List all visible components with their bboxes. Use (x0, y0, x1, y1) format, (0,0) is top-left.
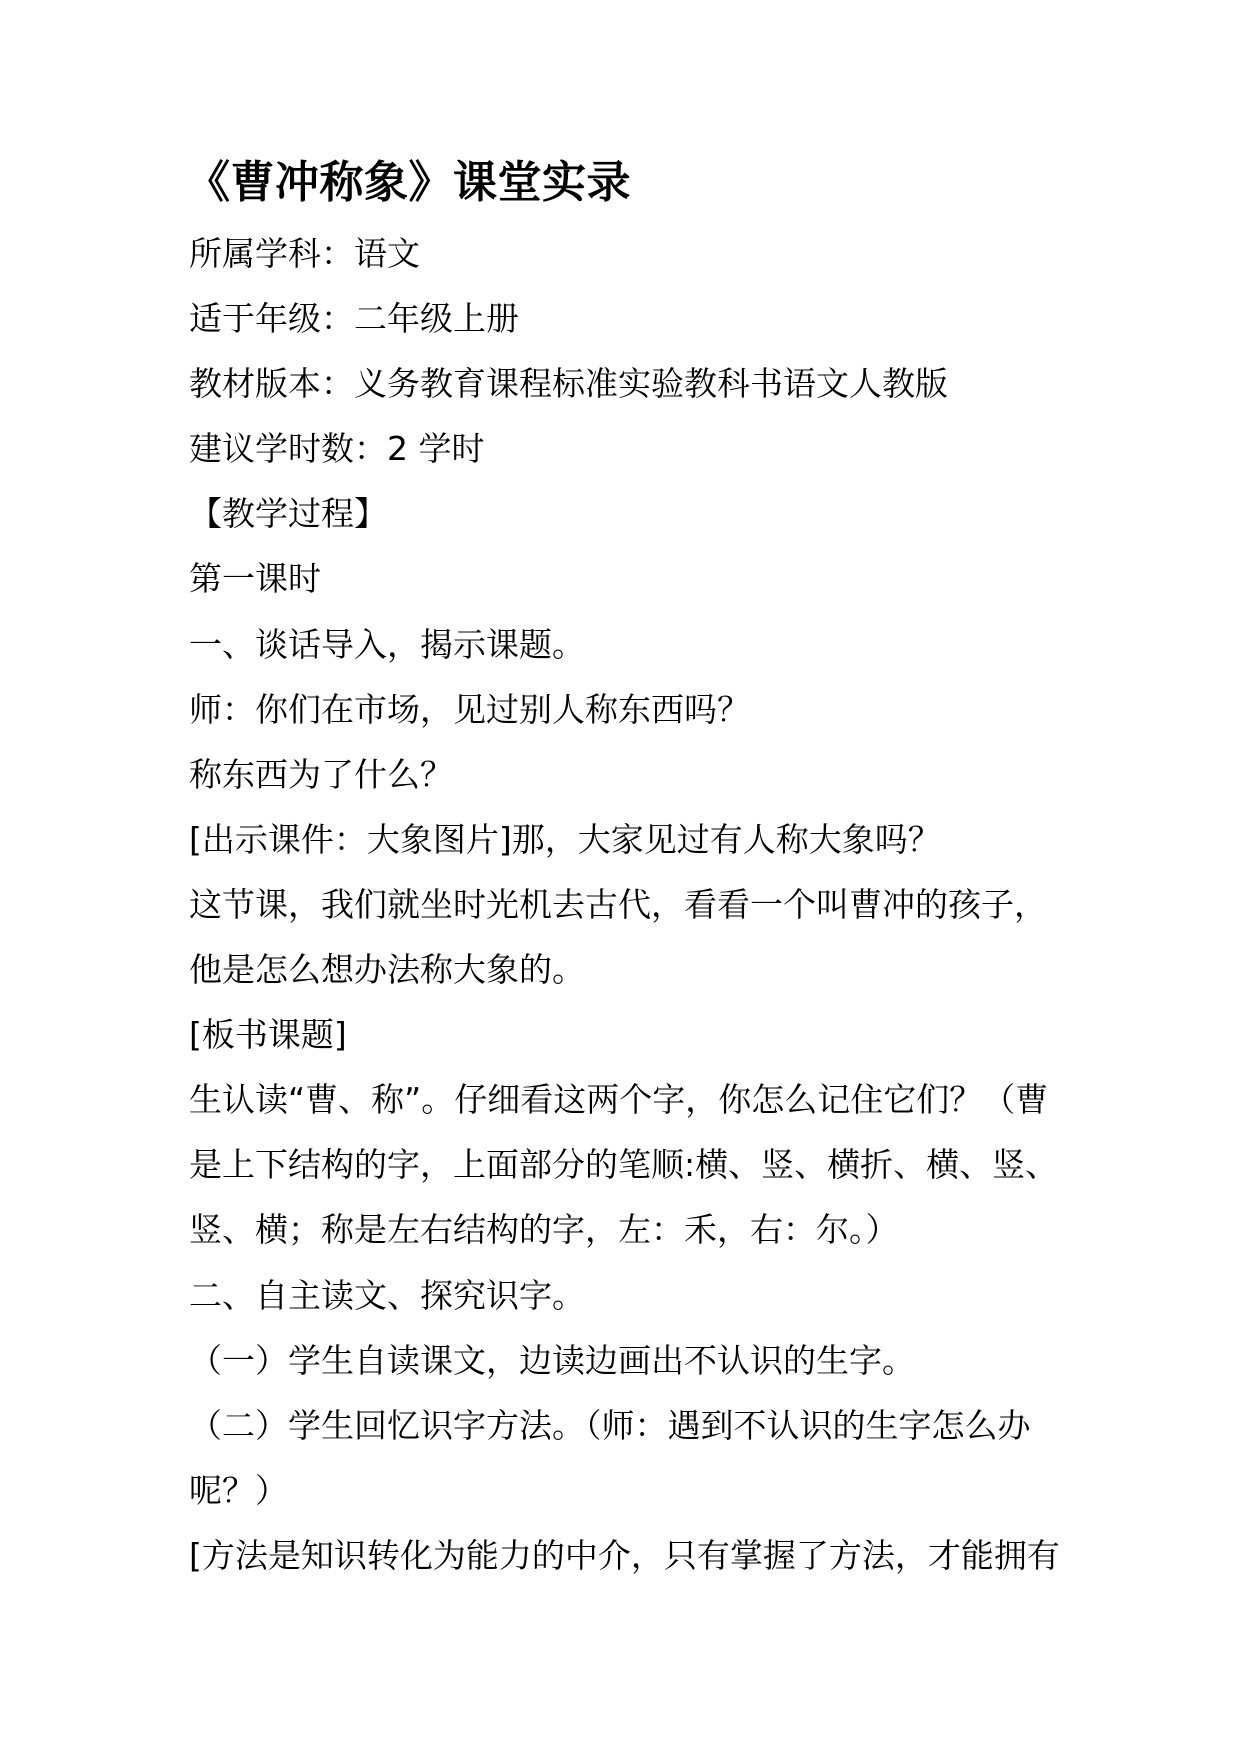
text-line: （一）学生自读课文，边读边画出不认识的生字。 (189, 1340, 915, 1380)
section-heading-self-reading: 二、自主读文、探究识字。 (189, 1275, 585, 1315)
text-line: 呢？） (189, 1470, 288, 1510)
text-line: 师：你们在市场，见过别人称东西吗？ (189, 689, 750, 729)
text-line: （二）学生回忆识字方法。（师：遇到不认识的生字怎么办 (189, 1405, 1031, 1445)
text-line: 竖、横；称是左右结构的字，左：禾，右：尔。） (189, 1210, 899, 1250)
text-line-textbook-version: 教材版本：义务教育课程标准实验教科书语文人教版 (189, 364, 948, 404)
text-line-subject: 所属学科：语文 (189, 234, 420, 273)
text-line: 是上下结构的字，上面部分的笔顺:横、竖、横折、横、竖、 (189, 1145, 1059, 1185)
document-body (189, 221, 1069, 1588)
text-line: [方法是知识转化为能力的中介，只有掌握了方法，才能拥有 (189, 1535, 1060, 1575)
text-line-class-hours: 建议学时数：2 学时 (189, 429, 485, 469)
text-line: 他是怎么想办法称大象的。 (189, 950, 585, 990)
section-heading-teaching-process: 【教学过程】 (189, 494, 387, 534)
text-line: [出示课件：大象图片]那，大家见过有人称大象吗？ (189, 819, 941, 859)
text-line-first-lesson: 第一课时 (189, 559, 321, 599)
document-title: 《曹冲称象》课堂实录 (186, 157, 631, 208)
text-line: [板书课题] (189, 1015, 347, 1055)
text-line: 这节课，我们就坐时光机去古代，看看一个叫曹冲的孩子， (189, 884, 1047, 924)
text-line-grade: 适于年级：二年级上册 (189, 299, 519, 339)
section-heading-introduction: 一、谈话导入，揭示课题。 (189, 624, 585, 664)
text-line: 生认读“曹、称”。仔细看这两个字，你怎么记住它们？（曹 (189, 1080, 1049, 1120)
text-line: 称东西为了什么？ (189, 754, 453, 794)
